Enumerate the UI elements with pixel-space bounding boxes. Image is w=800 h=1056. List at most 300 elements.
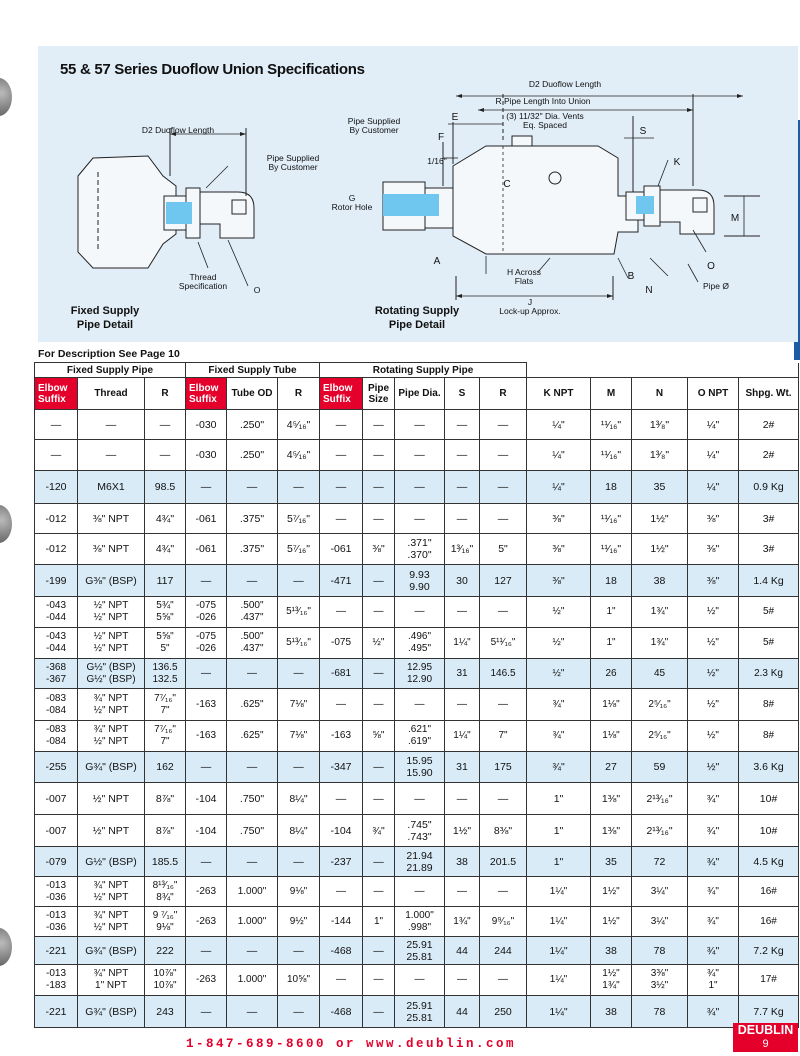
column-header: Pipe Size <box>363 378 395 410</box>
table-cell: 17# <box>739 965 799 996</box>
table-cell: 45 <box>632 659 688 689</box>
table-cell: — <box>227 659 278 689</box>
table-cell: -263 <box>186 877 227 907</box>
table-cell: 7⅛" <box>278 689 320 721</box>
thread-spec-label: Thread Specification <box>178 272 228 291</box>
table-cell: 1" <box>363 907 395 937</box>
table-cell: ⅜" <box>363 534 395 565</box>
table-cell: ¾" NPT ½" NPT <box>78 907 145 937</box>
column-header: O NPT <box>688 378 739 410</box>
table-cell: ¾" <box>688 783 739 815</box>
table-cell: -368 -367 <box>35 659 78 689</box>
table-cell: — <box>363 565 395 597</box>
table-cell: — <box>363 752 395 783</box>
table-cell: 4¾" <box>145 504 186 534</box>
table-cell: 8# <box>739 689 799 721</box>
table-cell: 1¾" <box>632 597 688 628</box>
table-cell: 5⁷⁄₁₆" <box>278 504 320 534</box>
table-cell: — <box>320 597 363 628</box>
table-cell: ½" <box>688 597 739 628</box>
table-cell: 2¹³⁄₁₆" <box>632 783 688 815</box>
left-o-label: O <box>253 285 261 295</box>
table-cell: — <box>320 504 363 534</box>
binder-hole <box>0 505 12 543</box>
table-cell: 243 <box>145 996 186 1028</box>
table-cell: -163 <box>186 689 227 721</box>
table-cell: 9⅛" <box>278 877 320 907</box>
table-cell: ¾" <box>688 847 739 877</box>
table-cell: — <box>480 877 527 907</box>
table-cell: ⅜" <box>688 534 739 565</box>
table-cell: ⅜" NPT <box>78 534 145 565</box>
table-cell: — <box>278 847 320 877</box>
table-cell: 1¼" <box>527 937 591 965</box>
table-cell: 1" <box>527 815 591 847</box>
table-cell: 44 <box>445 937 480 965</box>
table-cell: 31 <box>445 752 480 783</box>
table-cell: — <box>363 965 395 996</box>
table-cell: 1" <box>591 628 632 659</box>
table-cell: 78 <box>632 937 688 965</box>
table-cell: -221 <box>35 937 78 965</box>
table-cell: — <box>445 783 480 815</box>
table-cell: — <box>395 597 445 628</box>
table-cell: G¾" (BSP) <box>78 937 145 965</box>
table-cell: 5⁷⁄₁₆" <box>278 534 320 565</box>
table-cell: ⅜" <box>527 565 591 597</box>
left-d2-label: D2 Duoflow Length <box>141 125 215 135</box>
table-cell: .625" <box>227 721 278 752</box>
table-cell: ¹¹⁄₁₆" <box>591 534 632 565</box>
table-cell: 35 <box>632 471 688 504</box>
table-cell: 8¼" <box>278 815 320 847</box>
table-cell: -007 <box>35 815 78 847</box>
table-cell: 18 <box>591 565 632 597</box>
table-cell: ½" NPT <box>78 815 145 847</box>
table-cell: ⅜" <box>527 534 591 565</box>
union-drawing <box>38 46 798 342</box>
table-cell: 162 <box>145 752 186 783</box>
table-cell: M6X1 <box>78 471 145 504</box>
table-cell: ⅜" <box>688 565 739 597</box>
table-cell: 25.91 25.81 <box>395 937 445 965</box>
table-cell: 26 <box>591 659 632 689</box>
table-row <box>35 847 799 877</box>
table-cell: — <box>395 689 445 721</box>
table-cell: 1¼" <box>445 628 480 659</box>
table-cell: 5¹¹⁄₁₆" <box>480 628 527 659</box>
right-pipe-supplied-label: Pipe Supplied By Customer <box>347 116 401 135</box>
table-cell: -043 -044 <box>35 597 78 628</box>
table-cell: 1³⁄₈" <box>632 440 688 471</box>
table-cell: .621" .619" <box>395 721 445 752</box>
table-cell: -221 <box>35 996 78 1028</box>
table-row <box>35 815 799 847</box>
column-header: Elbow Suffix <box>320 378 363 410</box>
table-row <box>35 504 799 534</box>
table-row <box>35 965 799 996</box>
deublin-logo <box>733 1023 798 1052</box>
table-cell: -255 <box>35 752 78 783</box>
column-header: Elbow Suffix <box>35 378 78 410</box>
group-header-fixed-tube: Fixed Supply Tube <box>186 363 320 378</box>
table-cell: -144 <box>320 907 363 937</box>
description-note: For Description See Page 10 <box>38 348 180 360</box>
r-pipe-length-label: R Pipe Length Into Union <box>495 96 591 106</box>
table-cell: 8⅜" <box>480 815 527 847</box>
table-cell: 30 <box>445 565 480 597</box>
logo-text: DEUBLIN <box>737 1023 794 1037</box>
table-cell: 9⁹⁄₁₆" <box>480 907 527 937</box>
table-cell: ¾" <box>688 907 739 937</box>
table-cell: ½" <box>688 721 739 752</box>
table-cell: -075 -026 <box>186 597 227 628</box>
table-cell: G¾" (BSP) <box>78 752 145 783</box>
table-cell: ½" NPT ½" NPT <box>78 628 145 659</box>
table-cell: 12.95 12.90 <box>395 659 445 689</box>
table-cell: — <box>278 471 320 504</box>
table-cell: 5¾" 5⅝" <box>145 597 186 628</box>
table-cell: — <box>227 996 278 1028</box>
table-cell: ⅝" <box>363 721 395 752</box>
table-cell: — <box>395 783 445 815</box>
table-cell: 1½" 1¾" <box>591 965 632 996</box>
table-cell: ¼" <box>688 471 739 504</box>
column-header: Elbow Suffix <box>186 378 227 410</box>
table-cell: 127 <box>480 565 527 597</box>
table-cell: 1½" <box>591 877 632 907</box>
table-cell: 7⁷⁄₁₆" 7" <box>145 721 186 752</box>
table-cell: ½" <box>527 659 591 689</box>
table-cell: 16# <box>739 907 799 937</box>
table-cell: ½" <box>527 628 591 659</box>
table-row <box>35 659 799 689</box>
table-cell: -263 <box>186 965 227 996</box>
group-header-blank <box>527 363 799 378</box>
table-cell: — <box>186 659 227 689</box>
table-cell: — <box>445 689 480 721</box>
table-cell: ½" NPT <box>78 783 145 815</box>
table-row <box>35 597 799 628</box>
table-cell: ¼" <box>527 471 591 504</box>
table-cell: 7" <box>480 721 527 752</box>
page-number: 9 <box>762 1038 769 1050</box>
table-cell: ¾" <box>688 877 739 907</box>
table-cell: -104 <box>186 783 227 815</box>
table-cell: 59 <box>632 752 688 783</box>
table-cell: 3# <box>739 534 799 565</box>
table-cell: 98.5 <box>145 471 186 504</box>
table-cell: 1.000" .998" <box>395 907 445 937</box>
f-label: F <box>437 132 445 143</box>
table-cell: — <box>35 440 78 471</box>
table-cell: G½" (BSP) <box>78 847 145 877</box>
table-cell: 1½" <box>632 504 688 534</box>
table-cell: — <box>227 847 278 877</box>
table-cell: 15.95 15.90 <box>395 752 445 783</box>
table-cell: 5# <box>739 628 799 659</box>
table-cell: — <box>186 471 227 504</box>
column-header: Thread <box>78 378 145 410</box>
table-cell: -012 <box>35 504 78 534</box>
table-cell: — <box>227 471 278 504</box>
column-header: Tube OD <box>227 378 278 410</box>
table-cell: — <box>445 597 480 628</box>
table-cell: 2# <box>739 440 799 471</box>
table-cell: 35 <box>591 847 632 877</box>
table-cell: .745" .743" <box>395 815 445 847</box>
table-cell: — <box>363 847 395 877</box>
table-row <box>35 689 799 721</box>
table-cell: 2# <box>739 410 799 440</box>
table-cell: ⅜" <box>688 504 739 534</box>
table-cell: 117 <box>145 565 186 597</box>
table-cell: 1.000" <box>227 965 278 996</box>
table-cell: — <box>186 752 227 783</box>
table-cell: .625" <box>227 689 278 721</box>
table-cell: .250" <box>227 410 278 440</box>
fixed-supply-caption: Fixed Supply Pipe Detail <box>70 305 140 331</box>
table-cell: — <box>480 965 527 996</box>
table-cell: -075 -026 <box>186 628 227 659</box>
table-cell: .250" <box>227 440 278 471</box>
table-cell: 5¹³⁄₁₆" <box>278 628 320 659</box>
table-cell: — <box>480 597 527 628</box>
table-cell: 1⅛" <box>591 689 632 721</box>
table-cell: ¾" <box>688 815 739 847</box>
table-cell: -012 <box>35 534 78 565</box>
table-cell: 1⅜" <box>591 815 632 847</box>
table-cell: ¾" <box>688 937 739 965</box>
table-cell: 8# <box>739 721 799 752</box>
table-cell: 38 <box>591 996 632 1028</box>
table-row <box>35 721 799 752</box>
page-title: 55 & 57 Series Duoflow Union Specifications <box>60 61 365 78</box>
table-cell: ¾" <box>527 752 591 783</box>
table-cell: 0.9 Kg <box>739 471 799 504</box>
table-cell: — <box>278 996 320 1028</box>
table-cell: -104 <box>320 815 363 847</box>
table-cell: ¼" <box>527 410 591 440</box>
table-cell: -061 <box>320 534 363 565</box>
table-cell: 1½" <box>632 534 688 565</box>
table-row <box>35 628 799 659</box>
table-cell: ¾" 1" <box>688 965 739 996</box>
table-cell: .500" .437" <box>227 628 278 659</box>
table-cell: ½" <box>527 597 591 628</box>
table-cell: — <box>395 877 445 907</box>
table-row <box>35 410 799 440</box>
table-cell: 1¾" <box>445 907 480 937</box>
table-cell: 1" <box>591 597 632 628</box>
table-cell: 1¼" <box>527 965 591 996</box>
table-cell: ¾" NPT ½" NPT <box>78 689 145 721</box>
table-cell: 146.5 <box>480 659 527 689</box>
table-cell: — <box>395 471 445 504</box>
table-cell: G½" (BSP) G½" (BSP) <box>78 659 145 689</box>
table-cell: ½" <box>688 659 739 689</box>
table-row <box>35 534 799 565</box>
table-cell: — <box>363 597 395 628</box>
table-cell: — <box>227 937 278 965</box>
table-cell: — <box>480 504 527 534</box>
column-header: N <box>632 378 688 410</box>
table-cell: 185.5 <box>145 847 186 877</box>
table-cell: -468 <box>320 996 363 1028</box>
table-cell: 10# <box>739 815 799 847</box>
e-label: E <box>451 112 459 123</box>
column-header: R <box>145 378 186 410</box>
table-cell: -061 <box>186 504 227 534</box>
table-cell: — <box>278 659 320 689</box>
binder-hole <box>0 78 12 116</box>
table-cell: — <box>395 504 445 534</box>
table-cell: G⅜" (BSP) <box>78 565 145 597</box>
table-cell: 4⁵⁄₁₆" <box>278 440 320 471</box>
table-cell: — <box>395 965 445 996</box>
table-cell: 2⁵⁄₁₆" <box>632 689 688 721</box>
table-cell: ½" <box>688 628 739 659</box>
table-cell: 16# <box>739 877 799 907</box>
table-cell: 3¼" <box>632 877 688 907</box>
table-cell: — <box>278 937 320 965</box>
table-cell: 1.000" <box>227 877 278 907</box>
table-cell: ⅜" <box>527 504 591 534</box>
table-cell: 5¹³⁄₁₆" <box>278 597 320 628</box>
table-cell: 38 <box>632 565 688 597</box>
table-cell: 4¾" <box>145 534 186 565</box>
table-cell: — <box>363 659 395 689</box>
table-row <box>35 907 799 937</box>
table-cell: — <box>363 471 395 504</box>
table-cell: — <box>363 877 395 907</box>
table-cell: — <box>186 996 227 1028</box>
spec-table <box>34 362 799 1028</box>
table-row <box>35 565 799 597</box>
table-cell: .500" .437" <box>227 597 278 628</box>
table-cell: 7.2 Kg <box>739 937 799 965</box>
table-cell: 44 <box>445 996 480 1028</box>
table-cell: — <box>480 783 527 815</box>
table-cell: 5# <box>739 597 799 628</box>
table-cell: — <box>186 847 227 877</box>
column-header: Shpg. Wt. <box>739 378 799 410</box>
table-cell: 1½" <box>591 907 632 937</box>
table-cell: 1" <box>527 847 591 877</box>
table-cell: -030 <box>186 410 227 440</box>
table-row <box>35 877 799 907</box>
table-cell: 38 <box>445 847 480 877</box>
table-cell: 31 <box>445 659 480 689</box>
table-cell: ¼" <box>527 440 591 471</box>
table-cell: -013 -036 <box>35 877 78 907</box>
table-cell: — <box>395 440 445 471</box>
table-cell: — <box>445 877 480 907</box>
table-cell: ¾" NPT 1" NPT <box>78 965 145 996</box>
table-cell: ¾" <box>688 996 739 1028</box>
table-cell: — <box>363 410 395 440</box>
table-cell: -075 <box>320 628 363 659</box>
table-cell: 27 <box>591 752 632 783</box>
table-cell: 1⅛" <box>591 721 632 752</box>
table-cell: 1¼" <box>445 721 480 752</box>
table-cell: 3¼" <box>632 907 688 937</box>
table-cell: 3# <box>739 504 799 534</box>
table-cell: -347 <box>320 752 363 783</box>
table-cell: — <box>186 565 227 597</box>
table-cell: — <box>395 410 445 440</box>
table-cell: — <box>320 965 363 996</box>
table-cell: 1⅜" <box>591 783 632 815</box>
table-cell: — <box>480 440 527 471</box>
b-label: B <box>627 271 635 282</box>
table-cell: -043 -044 <box>35 628 78 659</box>
table-cell: 9 ⁷⁄₁₆" 9⅛" <box>145 907 186 937</box>
table-cell: 4.5 Kg <box>739 847 799 877</box>
column-header: R <box>480 378 527 410</box>
table-cell: -163 <box>320 721 363 752</box>
table-cell: -007 <box>35 783 78 815</box>
table-cell: .375" <box>227 504 278 534</box>
table-cell: -199 <box>35 565 78 597</box>
table-cell: — <box>320 689 363 721</box>
table-cell: 9½" <box>278 907 320 937</box>
table-cell: .496" .495" <box>395 628 445 659</box>
table-cell: -013 -183 <box>35 965 78 996</box>
table-cell: ⅜" NPT <box>78 504 145 534</box>
table-cell: -471 <box>320 565 363 597</box>
table-cell: 1.000" <box>227 907 278 937</box>
table-cell: 9.93 9.90 <box>395 565 445 597</box>
table-cell: — <box>363 937 395 965</box>
table-cell: ¾" NPT ½" NPT <box>78 721 145 752</box>
table-cell: 8¹³⁄₁₆" 8¾" <box>145 877 186 907</box>
table-cell: ¼" <box>688 410 739 440</box>
table-cell: — <box>320 783 363 815</box>
table-cell: — <box>363 504 395 534</box>
table-cell: 1³⁄₈" <box>632 410 688 440</box>
table-cell: 222 <box>145 937 186 965</box>
table-cell: .750" <box>227 783 278 815</box>
table-cell: -083 -084 <box>35 721 78 752</box>
table-cell: 5⅝" 5" <box>145 628 186 659</box>
table-cell: ¹¹⁄₁₆" <box>591 410 632 440</box>
table-cell: — <box>445 471 480 504</box>
table-cell: -681 <box>320 659 363 689</box>
table-cell: -061 <box>186 534 227 565</box>
table-cell: ½" NPT ½" NPT <box>78 597 145 628</box>
table-cell: 175 <box>480 752 527 783</box>
table-cell: — <box>480 471 527 504</box>
table-cell: 72 <box>632 847 688 877</box>
group-header-rotating-pipe: Rotating Supply Pipe <box>320 363 527 378</box>
table-cell: 201.5 <box>480 847 527 877</box>
table-cell: 8⅞" <box>145 783 186 815</box>
table-cell: -237 <box>320 847 363 877</box>
table-cell: — <box>320 877 363 907</box>
table-cell: — <box>227 752 278 783</box>
table-cell: — <box>78 440 145 471</box>
column-header: S <box>445 378 480 410</box>
table-cell: ¾" <box>527 689 591 721</box>
table-cell: -163 <box>186 721 227 752</box>
table-cell: -079 <box>35 847 78 877</box>
table-cell: -468 <box>320 937 363 965</box>
table-cell: — <box>445 410 480 440</box>
table-cell: ¼" <box>688 440 739 471</box>
table-cell: 21.94 21.89 <box>395 847 445 877</box>
table-cell: 1¾" <box>632 628 688 659</box>
